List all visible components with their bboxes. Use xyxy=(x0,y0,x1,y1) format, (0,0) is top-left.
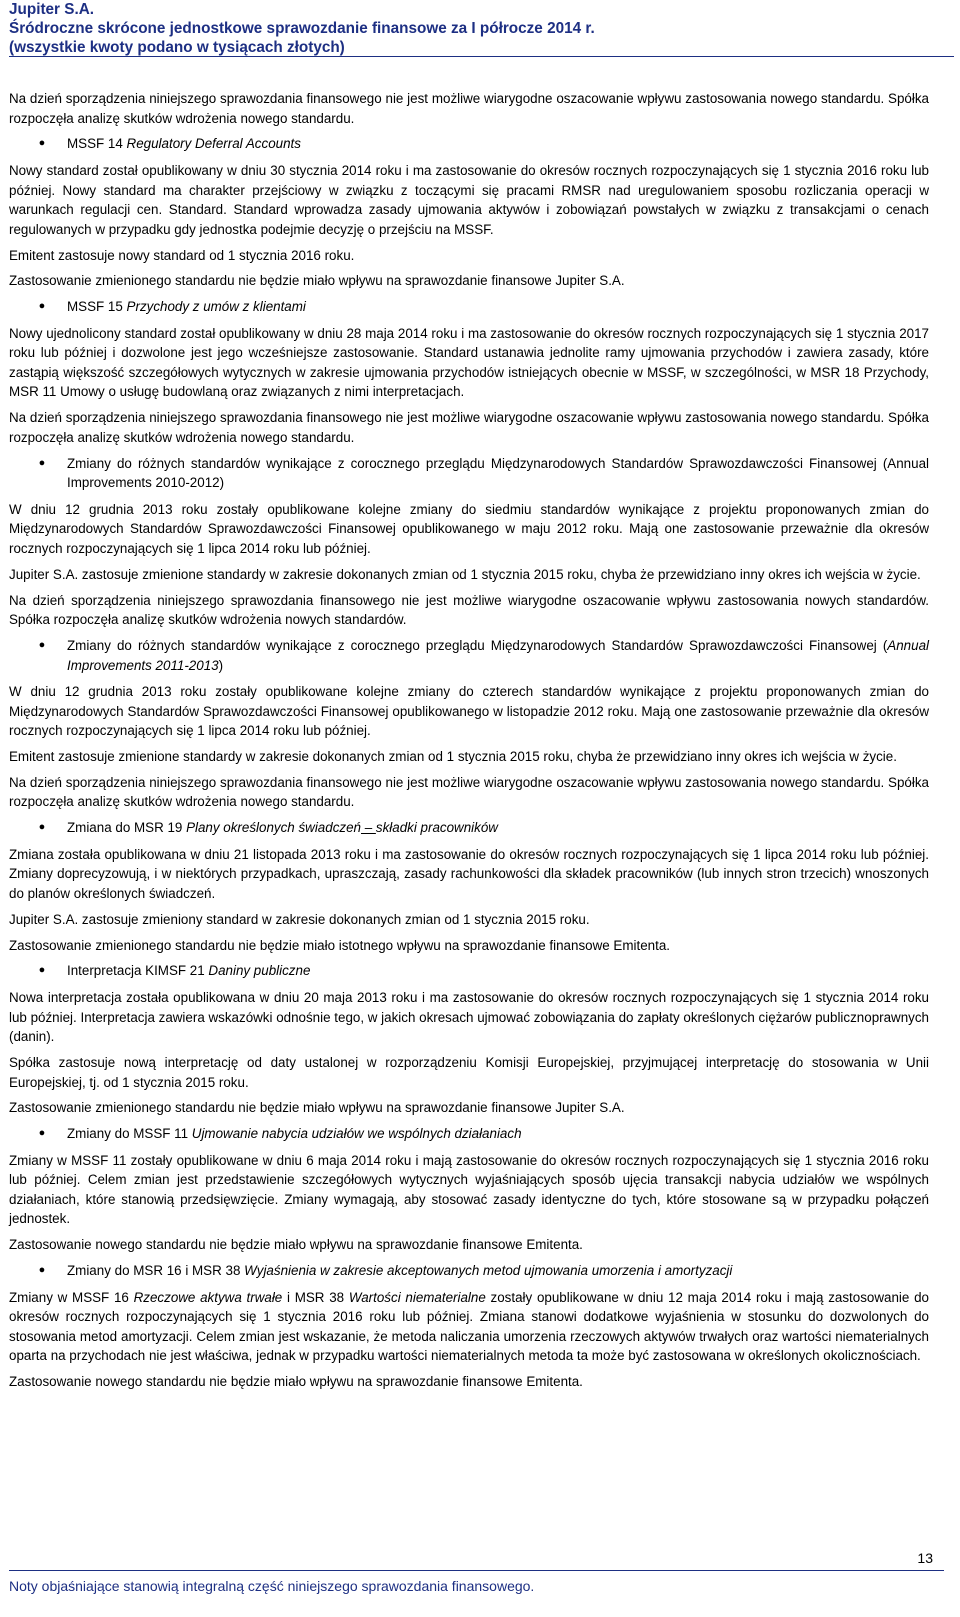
bullet-dot-icon: ● xyxy=(38,1127,46,1140)
paragraph xyxy=(9,161,929,239)
paragraph-text: Nowy standard został opublikowany w dniu 30 stycznia 2014 roku i ma zastosowanie do okresów rocznych rozpoczynających się 1 stycznia 2016 roku lub później. Nowy standard ma charakter przejściowy w związku z toczącymi się pracami RMSR nad uregulowaniem sposobu rozliczania operacji w warunkach regulacji cen. Standard. Standard wprowadza zasady ujmowania aktywów i zobowiązań powstałych w związku z transakcjami o cenach regulowanych w przypadku gdy jednostka podejmie decyzję o przejściu na MSSF. xyxy=(9,162,929,237)
paragraph xyxy=(9,910,929,930)
bullet-dot-icon: ● xyxy=(38,300,46,313)
paragraph xyxy=(9,773,929,812)
paragraph xyxy=(9,324,929,402)
text-segment: Przychody z umów z klientami xyxy=(126,299,306,315)
paragraph-text: Na dzień sporządzenia niniejszego sprawozdania finansowego nie jest możliwe wiarygodne oszacowanie wpływu zastosowania nowego standardu. Spółka rozpoczęła analizę skutków wdrożenia nowego standardu. xyxy=(9,774,929,810)
paragraph-text: Zastosowanie zmienionego standardu nie będzie miało wpływu na sprawozdanie finansowe Jupiter S.A. xyxy=(9,1100,625,1116)
footer-text: Noty objaśniające stanowią integralną część niniejszego sprawozdania finansowego. xyxy=(9,1578,535,1594)
paragraph-text: Na dzień sporządzenia niniejszego sprawozdania finansowego nie jest możliwe wiarygodne oszacowanie wpływu zastosowania nowych standardów. Spółka rozpoczęła analizę skutków wdrożenia nowych standardów. xyxy=(9,592,929,628)
paragraph-text: Zastosowanie nowego standardu nie będzie miało wpływu na sprawozdanie finansowe Emitenta. xyxy=(9,1237,583,1253)
bullet-item xyxy=(9,636,929,675)
text-segment: Rzeczowe aktywa trwałe xyxy=(133,1289,283,1305)
paragraph xyxy=(9,246,929,266)
text-segment: Ujmowanie nabycia udziałów we wspólnych działaniach xyxy=(191,1126,522,1142)
paragraph xyxy=(9,1053,929,1092)
bullet-dot-icon: ● xyxy=(38,638,46,651)
paragraph-text: W dniu 12 grudnia 2013 roku zostały opublikowane kolejne zmiany do czterech standardów wynikające z projektu proponowanych zmian do Międzynarodowych Standardów Sprawozdawczości Finansowej opublikowanego w listopadzie 2012 roku. Mają one zastosowanie przeważnie dla okresów rocznych rozpoczynających się 1 lipca 2014 roku lub później. xyxy=(9,684,929,739)
footer-rule xyxy=(9,1570,944,1571)
bullet-dot-icon: ● xyxy=(38,1264,46,1277)
report-title: Śródroczne skrócone jednostkowe sprawozdanie finansowe za I półrocze 2014 r. xyxy=(9,20,595,37)
text-segment: MSSF 15 xyxy=(67,299,127,315)
paragraph xyxy=(9,988,929,1047)
bullet-item xyxy=(9,454,929,493)
text-segment: zostały opublikowane w dniu 12 maja 2014 roku i mają zastosowanie do okresów rocznych rozpoczynających się 1 stycznia 2016 roku lub później. Zmiana stanowi dodatkowe wyjaśnienia w stosunku do dozwolonych do stosowania metod amortyzacji. Celem zmian jest wskazanie, że metoda naliczania umorzenia rzeczowych aktywów trwałych oraz wartości niematerialnych oparta na przychodach nie jest właściwa, jednak w przypadku wartości niematerialnych metoda ta może być zastosowana w określonych okolicznościach. xyxy=(9,1289,929,1364)
paragraph xyxy=(9,591,929,630)
header-rule xyxy=(9,56,954,57)
paragraph xyxy=(9,682,929,741)
text-segment: Wyjaśnienia w zakresie akceptowanych metod ujmowania umorzenia i amortyzacji xyxy=(244,1263,733,1279)
bullet-item xyxy=(9,297,929,317)
paragraph xyxy=(9,1151,929,1229)
bullet-dot-icon: ● xyxy=(38,456,46,469)
paragraph-text: Zmiany w MSSF 11 zostały opublikowane w dniu 6 maja 2014 roku i mają zastosowanie do okresów rocznych rozpoczynających się 1 stycznia 2016 roku lub później. Celem zmian jest przedstawienie szczegółowych wytycznych wyjaśniających sposób ujęcia transakcji nabycia udziałów we wspólnych działaniach, które stanowią przedsięwzięcie. Zmiany wymagają, aby stosować zasady identyczne do tych, które stosowane są w przypadku połączeń jednostek. xyxy=(9,1152,929,1227)
paragraph-text: Emitent zastosuje zmienione standardy w zakresie dokonanych zmian od 1 stycznia 2015 roku, chyba że przewidziano inny okres ich wejścia w życie. xyxy=(9,749,897,765)
bullet-item xyxy=(9,1124,929,1144)
text-segment: Zmiana do MSR 19 xyxy=(67,820,187,836)
paragraph xyxy=(9,1098,929,1118)
bullet-item xyxy=(9,134,929,154)
paragraph-text: W dniu 12 grudnia 2013 roku zostały opublikowane kolejne zmiany do siedmiu standardów wynikające z projektu proponowanych zmian do Międzynarodowych Standardów Sprawozdawczości Finansowej opublikowanego w maju 2012 roku. Mają one zastosowanie przeważnie dla okresów rocznych rozpoczynających się 1 lipca 2014 roku lub później. xyxy=(9,501,929,556)
paragraph xyxy=(9,936,929,956)
paragraph-text: Na dzień sporządzenia niniejszego sprawozdania finansowego nie jest możliwe wiarygodne oszacowanie wpływu zastosowania nowego standardu. Spółka rozpoczęła analizę skutków wdrożenia nowego standardu. xyxy=(9,410,929,445)
text-segment: Zmiany do MSR 16 i MSR 38 xyxy=(67,1263,245,1279)
paragraph xyxy=(9,747,929,767)
paragraph xyxy=(9,271,929,291)
paragraph xyxy=(9,565,929,585)
paragraph-text: Na dzień sporządzenia niniejszego sprawozdania finansowego nie jest możliwe wiarygodne oszacowanie wpływu zastosowania nowego standardu. Spółka rozpoczęła analizę skutków wdrożenia nowego standardu. xyxy=(9,91,929,126)
text-segment: MSSF 14 xyxy=(67,136,127,152)
text-segment: i MSR 38 xyxy=(282,1289,349,1305)
text-segment: Annual Improvements 2011-2013 xyxy=(67,637,929,673)
document-body xyxy=(9,89,929,1398)
text-segment: Zmiany do różnych standardów wynikające z corocznego przeglądu Międzynarodowych Standardów Sprawozdawczości Finansowej ( xyxy=(67,637,888,653)
amounts-note: (wszystkie kwoty podano w tysiącach złotych) xyxy=(9,39,345,56)
text-segment: Zmiany do różnych standardów wynikające z corocznego przeglądu Międzynarodowych Standardów Sprawozdawczości Finansowej (Annual Improvements 2010-2012) xyxy=(67,455,929,491)
text-segment: Zmiany do MSSF 11 xyxy=(67,1126,192,1142)
paragraph-text: Zastosowanie nowego standardu nie będzie miało wpływu na sprawozdanie finansowe Emitenta. xyxy=(9,1374,583,1390)
bullet-dot-icon: ● xyxy=(38,137,46,150)
paragraph-text: Nowa interpretacja została opublikowana w dniu 20 maja 2013 roku i ma zastosowanie do okresów rocznych rozpoczynających się 1 stycznia 2014 roku lub później. Interpretacja zawiera wskazówki odnośnie tego, w jakich okresach ujmować zobowiązania do zapłaty określonych ciężarów publicznoprawnych (danin). xyxy=(9,989,929,1045)
paragraph xyxy=(9,1288,929,1366)
bullet-dot-icon: ● xyxy=(38,821,46,834)
paragraph-text: Zastosowanie zmienionego standardu nie będzie miało wpływu na sprawozdanie finansowe Jupiter S.A. xyxy=(9,273,625,289)
paragraph-text: Emitent zastosuje nowy standard od 1 stycznia 2016 roku. xyxy=(9,247,355,263)
page-number: 13 xyxy=(917,1550,933,1566)
bullet-item xyxy=(9,1261,929,1281)
paragraph xyxy=(9,845,929,904)
paragraph-text: Zastosowanie zmienionego standardu nie będzie miało istotnego wpływu na sprawozdanie finansowe Emitenta. xyxy=(9,937,670,953)
bullet-dot-icon: ● xyxy=(38,964,46,977)
paragraph xyxy=(9,500,929,559)
text-segment: ) xyxy=(218,657,224,673)
paragraph-text: Zmiana została opublikowana w dniu 21 listopada 2013 roku i ma zastosowanie do okresów rocznych rozpoczynających się 1 lipca 2014 roku lub później. Zmiany doprecyzowują, i w niektórych przypadkach, upraszczają, zasady rachunkowości dla składek pracowników (lub innych stron trzecich) wnoszonych do planów określonych świadczeń. xyxy=(9,846,929,902)
text-segment: – xyxy=(361,820,376,836)
text-segment: Regulatory Deferral Accounts xyxy=(126,136,301,152)
text-segment: Interpretacja KIMSF 21 xyxy=(67,963,209,979)
paragraph xyxy=(9,89,929,128)
text-segment: składki pracowników xyxy=(375,820,498,836)
bullet-item xyxy=(9,818,929,838)
company-name: Jupiter S.A. xyxy=(9,1,94,18)
paragraph xyxy=(9,1372,929,1392)
paragraph xyxy=(9,408,929,447)
bullet-item xyxy=(9,961,929,981)
paragraph xyxy=(9,1235,929,1255)
text-segment: Zmiany w MSSF 16 xyxy=(9,1289,134,1305)
text-segment: Daniny publiczne xyxy=(208,963,311,979)
text-segment: Plany określonych świadczeń xyxy=(186,820,361,836)
paragraph-text: Spółka zastosuje nową interpretację od daty ustalonej w rozporządzeniu Komisji Europejskiej, przyjmującej interpretację do stosowania w Unii Europejskiej, tj. od 1 stycznia 2015 roku. xyxy=(9,1054,929,1090)
page-header xyxy=(9,0,954,60)
paragraph-text: Jupiter S.A. zastosuje zmieniony standard w zakresie dokonanych zmian od 1 stycznia 2015 roku. xyxy=(9,911,590,927)
text-segment: Wartości niematerialne xyxy=(348,1289,486,1305)
paragraph-text: Nowy ujednolicony standard został opublikowany w dniu 28 maja 2014 roku i ma zastosowanie do okresów rocznych rozpoczynających się 1 stycznia 2017 roku lub później i dozwolone jest jego wcześniejsze zastosowanie. Standard ustanawia jednolite ramy ujmowania przychodów i zawiera zasady, które zastąpią większość szczegółowych wytycznych w zakresie ujmowania przychodów istniejących obecnie w MSSF, w szczególności, w MSR 18 Przychody, MSR 11 Umowy o usługę budowlaną oraz związanych z nimi interpretacjach. xyxy=(9,325,929,400)
paragraph-text: Jupiter S.A. zastosuje zmienione standardy w zakresie dokonanych zmian od 1 stycznia 2015 roku, chyba że przewidziano inny okres ich wejścia w życie. xyxy=(9,566,921,582)
